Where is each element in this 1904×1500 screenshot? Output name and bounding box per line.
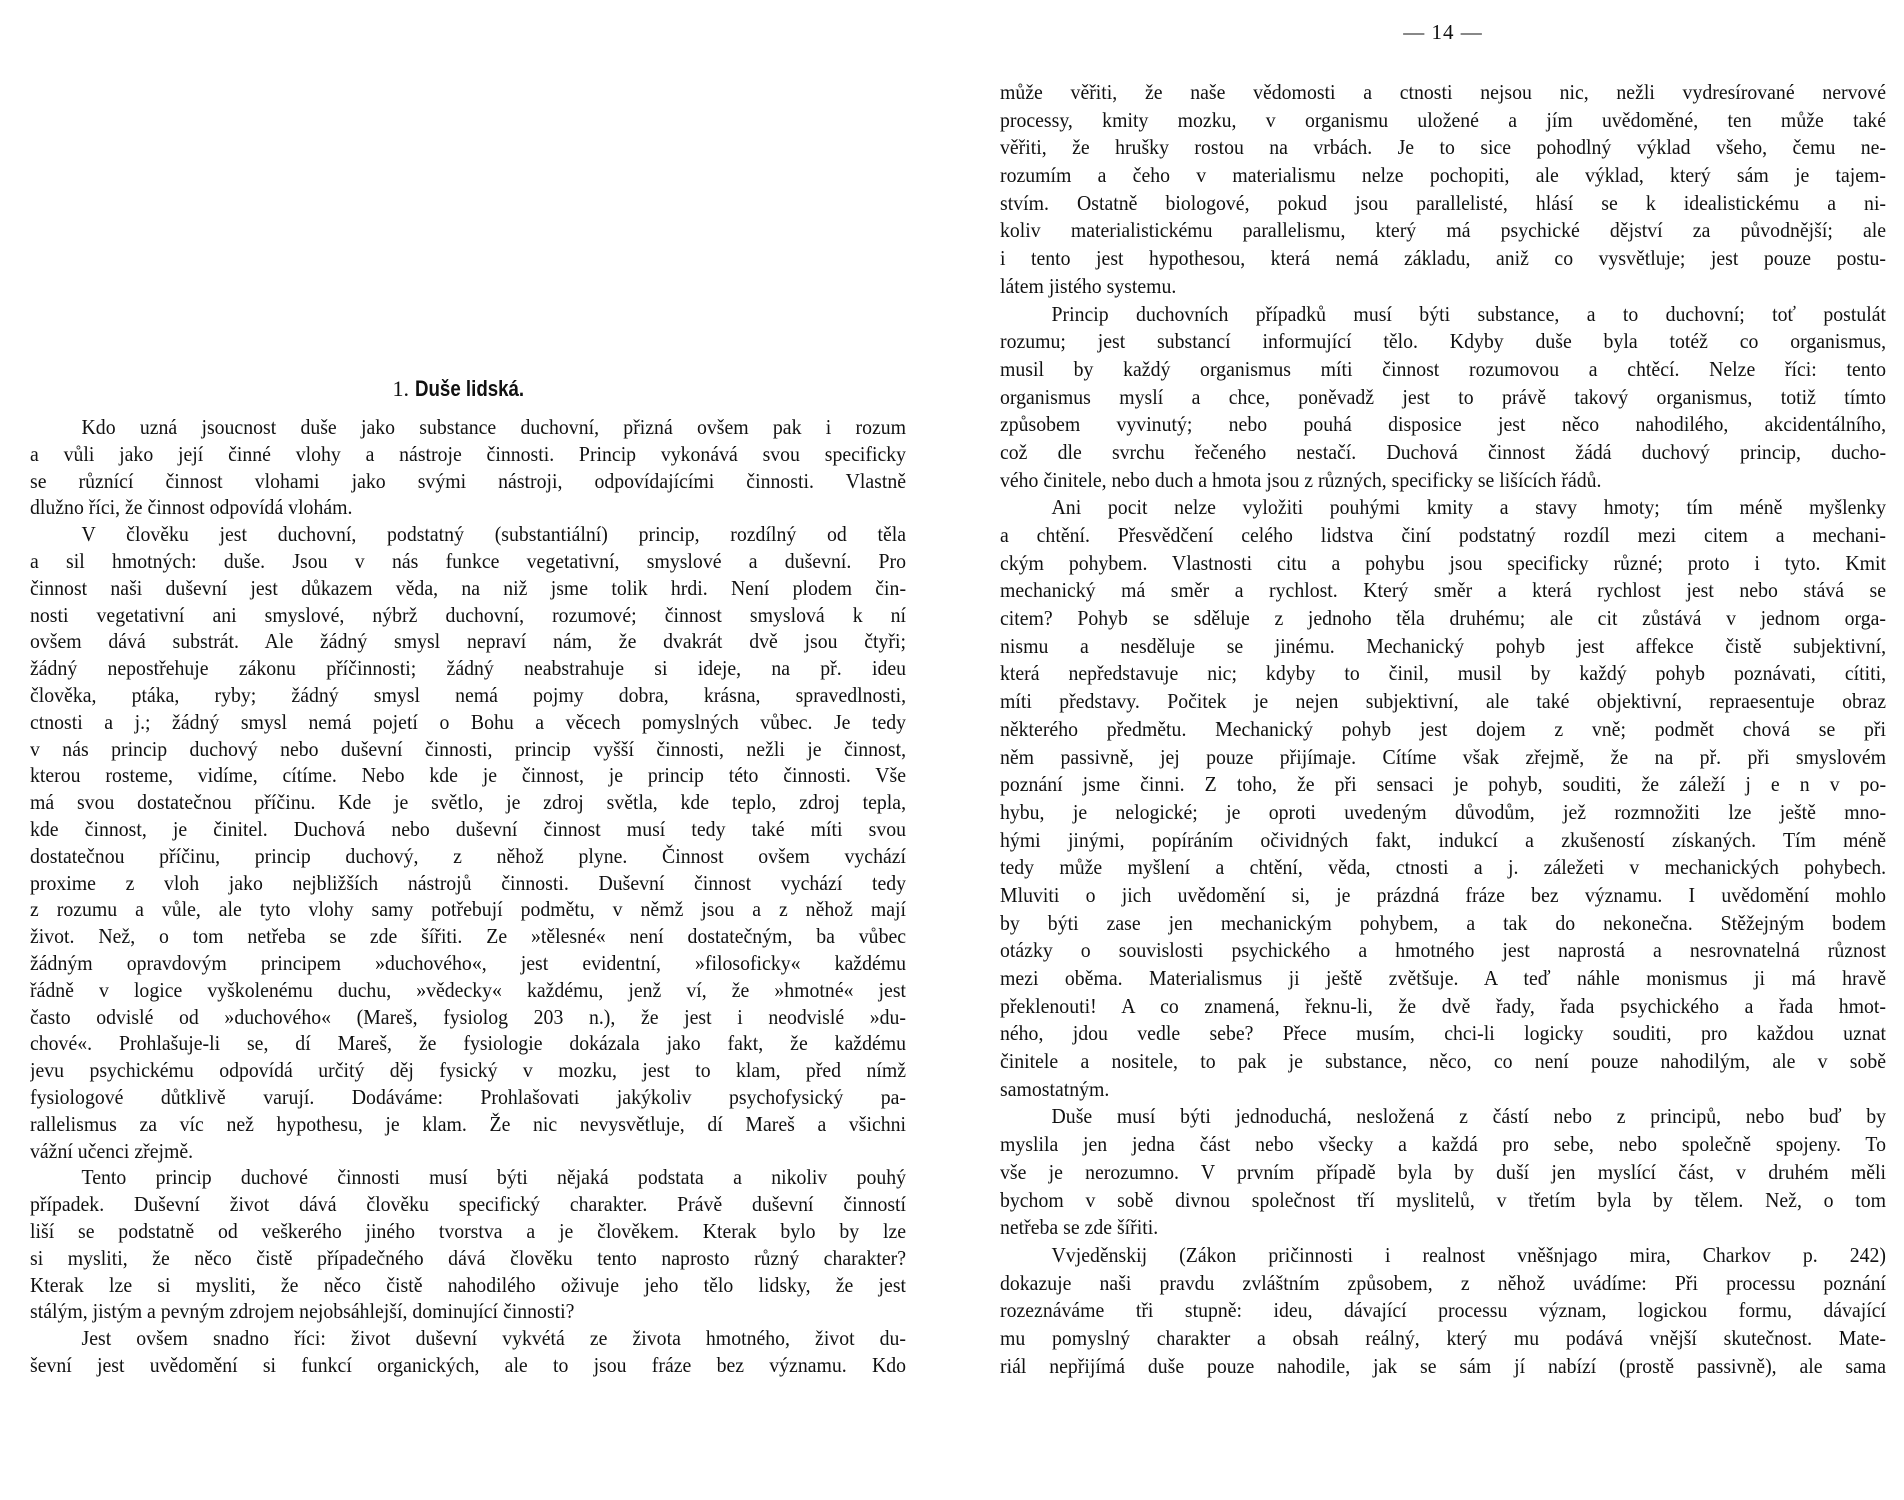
text-line: rozumím a čeho v materialismu nelze pochopiti, ale výklad, který sám je tajem- (1000, 163, 1887, 188)
text-line: riál nepřijímá duše pouze nahodile, jak se sám jí nabízí (prostě passivně), ale sama (1000, 1353, 1887, 1378)
text-line: se různící činnost vlohami jako svými nástroji, odpovídajícími činnosti. Vlastně (30, 468, 907, 493)
text-line: nismu a nesděluje se jinému. Mechanický pohyb jest affekce čistě subjektivní, (1000, 633, 1887, 658)
text-line: proxime z vloh jako nejbližších nástrojů činnosti. Duševní činnost vychází tedy (30, 870, 907, 895)
text-line: může věřiti, že naše vědomosti a ctnosti nejsou nic, nežli vydresírované nervové (1000, 80, 1887, 104)
text-line: dostatečnou příčinu, princip duchový, z něhož plyne. Činnost ovšem vychází (30, 843, 907, 868)
text-line: a chtění. Přesvědčení celého lidstva činí podstatný rozdíl mezi citem a mechani- (1000, 523, 1887, 547)
text-line: řádně v logice vyškolenému duchu, »vědecky« každému, jenž ví, že »hmotné« jest (30, 977, 907, 1002)
section-heading (30, 376, 906, 402)
text-line: což dle svrchu řečeného nestačí. Duchová činnost žádá duchový princip, ducho- (1000, 439, 1887, 464)
text-line: samostatným. (1000, 1076, 1110, 1101)
text-line: ného, jdou vedle sebe? Přece musím, chci-li logicky souditi, pro každou uznat (1000, 1021, 1887, 1046)
text-line: kde činnost, je činitel. Duchová nebo duševní činnost musí tedy také míti svou (30, 816, 907, 841)
text-line: činitele a nositele, to pak je substance, něco, co není pouze nahodilým, ale v sobě (1000, 1049, 1887, 1074)
text-line: tedy může myšlení a chtění, věda, ctnosti a j. záležeti v mechanických pohybech. (1000, 855, 1887, 880)
text-line: dlužno říci, že činnost odpovídá vlohám. (30, 495, 353, 520)
text-line: vše je nerozumno. V prvním případě byla by duší jen myslící část, v druhém měli (1000, 1159, 1887, 1184)
text-line: stvím. Ostatně biologové, pokud jsou parallelisté, hlásí se k idealistickému a ni- (1000, 190, 1887, 215)
text-line: Kterak lze si mysliti, že něco čistě nahodilého oživuje jeho tělo lidsky, že jest (30, 1272, 907, 1297)
text-line: jevu psychickému odpovídá určitý děj fysický v mozku, jest to klam, před nímž (30, 1058, 907, 1083)
text-line: často odvislé od »duchového« (Mareš, fysiolog 203 n.), že jest i neodvislé »du- (30, 1004, 907, 1029)
text-line: Princip duchovních případků musí býti substance, a to duchovní; toť postulát (1051, 301, 1887, 326)
text-line: mezi oběma. Materialismus ji ještě zvětšuje. A teď náhle monismus ji má hravě (1000, 966, 1887, 990)
text-line: V člověku jest duchovní, podstatný (substantiální) princip, rozdílný od těla (81, 522, 907, 547)
text-line: rozeznáváme tři stupně: ideu, dávající processu význam, logickou formu, dávající (1000, 1298, 1887, 1323)
text-line: která nepředstavuje nic; kdyby to činil, musil by každý pohyb poznávati, cítiti, (1000, 661, 1887, 686)
text-line: mechanický má směr a rychlost. Který směr a která rychlost jest nebo stává se (1000, 578, 1887, 603)
text-line: něm passivně, jej pouze přijímaje. Cítíme však zřejmě, že na př. při smyslovém (1000, 744, 1887, 769)
text-line: bychom v sobě divnou společnost tří myslitelů, v třetím byla by tělem. Než, o tom (1000, 1187, 1887, 1212)
text-line: myslila jen jedna část nebo všecky a každá pro sebe, nebo společně spojeny. To (1000, 1132, 1887, 1157)
text-line: kterou rosteme, vidíme, cítíme. Nebo kde je činnost, je princip této činnosti. Vše (30, 763, 907, 788)
text-line: způsobem vyvinutý; nebo pouhá disposice jest něco nahodilého, akcidentálního, (1000, 412, 1887, 437)
text-line: ckým pohybem. Vlastnosti citu a pohybu jsou specificky různé; proto i tyto. Kmit (1000, 550, 1887, 575)
text-line: Vvjeděnskij (Zákon pričinnosti i realnost vněšnjago mira, Charkov p. 242) (1051, 1242, 1887, 1267)
text-line: vého činitele, nebo duch a hmota jsou z různých, specificky se lišících řádů. (1000, 467, 1602, 492)
left-page (30, 0, 906, 1500)
text-line: život. Než, o tom netřeba se zde šířiti. Ze »tělesné« není dostatečným, ba vůbec (30, 924, 907, 949)
text-line: látem jistého systemu. (1000, 273, 1177, 298)
text-line: rozumu; jest substancí informující tělo. Kdyby duše byla totéž co organismus, (1000, 329, 1887, 354)
text-line: Tento princip duchové činnosti musí býti nějaká podstata a nikoliv pouhý (81, 1165, 907, 1190)
text-line: žádným opravdovým principem »duchového«, jest evidentní, »filosoficky« každému (30, 950, 907, 975)
text-line: stálým, jistým a pevným zdrojem nejobsáhlejší, dominující činnosti? (30, 1299, 575, 1324)
text-line: processy, kmity mozku, v organismu uložené a jím uvědoměné, ten může také (1000, 107, 1887, 132)
text-line: Jest ovšem snadno říci: život duševní vykvétá ze života hmotného, život du- (81, 1326, 907, 1351)
text-line: nosti vegetativní ani smyslové, nýbrž duchovní, rozumové; činnost smyslová k ní (30, 602, 907, 627)
text-line: liší se podstatně od veškerého jiného tvorstva a je člověkem. Kterak bylo by lze (30, 1218, 907, 1243)
text-line: dokazuje naši pravdu zvláštním způsobem, z něhož uvádíme: Při processu poznání (1000, 1270, 1887, 1295)
text-line: v nás princip duchový nebo duševní činnosti, princip vyšší činnosti, nežli je činnost, (30, 736, 907, 761)
text-line: ctnosti a j.; žádný smysl nemá pojetí o Bohu a věcech pomyslných vůbec. Je tedy (30, 709, 907, 734)
text-line: hybu, je nelogické; je oproti uvedeným důvodům, jež rozmnožiti lze ještě mno- (1000, 799, 1887, 824)
right-page-body (1000, 79, 1886, 1380)
text-line: fysiologové důtklivě varují. Dodáváme: Prohlašovati jakýkoliv psychofysický pa- (30, 1084, 907, 1109)
text-line: některého předmětu. Mechanický pohyb jest dojem z vně; podmět chová se při (1000, 716, 1887, 741)
text-line: Duše musí býti jednoduchá, nesložená z částí nebo z principů, nebo buď by (1051, 1104, 1887, 1129)
text-line: si mysliti, že něco čistě případečného dává člověku tento naprosto různý charakter? (30, 1245, 907, 1270)
text-line: mu pomyslný charakter a obsah reálný, který mu podává vnější skutečnost. Mate- (1000, 1325, 1887, 1350)
text-line: organismus myslí a chce, poněvadž jest to právě takový organismus, totiž tímto (1000, 384, 1887, 409)
text-line: hými jinými, popíráním očividných fakt, indukcí a zkušeností získaných. Tím méně (1000, 827, 1887, 852)
text-line: a sil hmotných: duše. Jsou v nás funkce vegetativní, smyslové a duševní. Pro (30, 548, 907, 573)
text-line: i tento jest hypothesou, která nemá základu, aniž co vysvětluje; jest pouze postu- (1000, 246, 1887, 271)
text-line: věřiti, že hrušky rostou na vrbách. Je to sice pohodlný výklad všeho, čemu ne- (1000, 135, 1887, 160)
text-line: má svou dostatečnou příčinu. Kde je světlo, je zdroj světla, kde teplo, zdroj tepla, (30, 790, 907, 815)
text-line: citem? Pohyb se sděluje z jednoho těla druhému; ale cit zůstává v jednom orga- (1000, 606, 1887, 631)
section-title: Duše lidská. (415, 376, 525, 401)
text-line: chové«. Prohlašuje-li se, dí Mareš, že fysiologie dokázala jako fakt, že každému (30, 1031, 907, 1056)
text-line: z rozumu a vůle, ale tyto vlohy samy potřebují podmětu, v němž jsou a z něhož mají (30, 897, 907, 922)
text-line: koliv materialistickému parallelismu, který má psychické dějství za původnější; ale (1000, 218, 1887, 243)
text-line: Mluviti o jich uvědomění si, je prázdná fráze bez významu. I uvědomění mohlo (1000, 882, 1887, 907)
text-line: ovšem dává substrát. Ale žádný smysl nepraví nám, že dvakrát dvě jsou čtyři; (30, 629, 907, 654)
text-line: člověka, ptáka, ryby; žádný smysl nemá pojmy dobra, krásna, spravedlnosti, (30, 682, 907, 707)
page-number: — 14 — (1403, 20, 1483, 44)
text-line: by býti zase jen mechanickým pohybem, a tak do nekonečna. Stěžejným bodem (1000, 910, 1887, 935)
text-line: míti představy. Počitek je nejen subjektivní, ale také objektivní, repraesentuje obraz (1000, 689, 1887, 714)
text-line: vážní učenci zřejmě. (30, 1138, 194, 1163)
text-line: případek. Duševní život dává člověku specifický charakter. Právě duševní činností (30, 1192, 907, 1217)
text-line: žádný nepostřehuje zákonu příčinnosti; žádný neabstrahuje si ideje, na př. ideu (30, 656, 907, 681)
text-line: Kdo uzná jsoucnost duše jako substance duchovní, přizná ovšem pak i rozum (81, 415, 907, 439)
text-line: poznání jsme činni. Z toho, že při sensaci je pohyb, souditi, že záleží j e n v po- (1000, 772, 1887, 797)
text-line: musil by každý organismus míti činnost rozumovou a chtěcí. Nelze říci: tento (1000, 356, 1887, 381)
text-line: Ani pocit nelze vyložiti pouhými kmity a stavy hmoty; tím méně myšlenky (1051, 495, 1887, 520)
left-page-body (30, 414, 906, 1379)
text-line: netřeba se zde šířiti. (1000, 1215, 1159, 1240)
text-line: a vůli jako její činné vlohy a nástroje činnosti. Princip vykonává svou specificky (30, 441, 907, 466)
text-line: otázky o souvislosti psychického a hmotného jest naprostá a nesrovnatelná různost (1000, 938, 1887, 963)
right-page (1000, 0, 1886, 1500)
text-line: překlenouti! A co znamená, řeknu-li, že dvě řady, řada psychického a řada hmot- (1000, 993, 1887, 1018)
text-line: činnost naši duševní jest důkazem věda, na niž jsme tolik hrdi. Není plodem čin- (30, 575, 907, 600)
section-number: 1. (392, 376, 409, 401)
text-line: ševní jest uvědomění si funkcí organických, ale to jsou fráze bez významu. Kdo (30, 1352, 907, 1377)
text-line: rallelismus za víc než hypothesu, je klam. Že nic nevysvětluje, dí Mareš a všichni (30, 1111, 907, 1136)
